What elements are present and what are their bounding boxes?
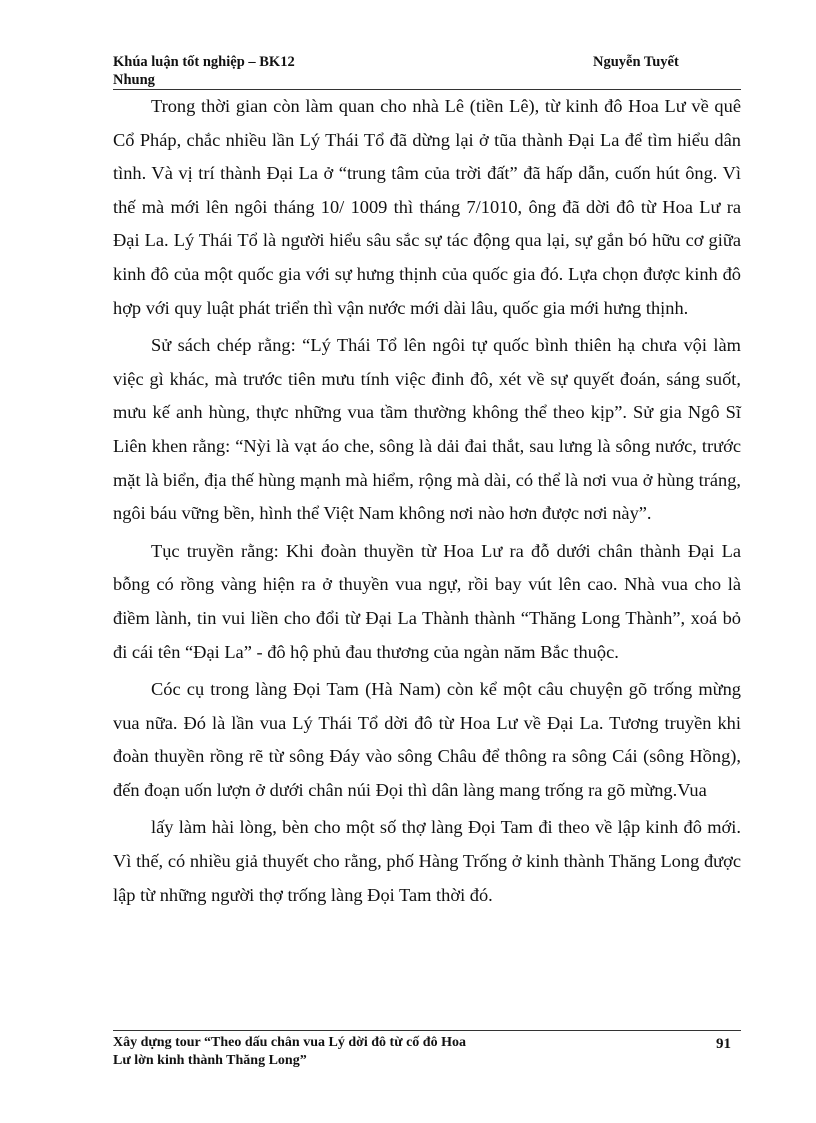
paragraph-4: Cóc cụ trong làng Đọi Tam (Hà Nam) còn kể một câu chuyện gõ trống mừng vua nữa. Đó là lần vua Lý Thái Tổ dời đô từ Hoa Lư về Đại La. Tương truyền khi đoàn thuyền rồng rẽ từ sông Đáy vào sông Châu để thông ra sông Cái (sông Hồng), đến đoạn uốn lượn ở dưới chân núi Đọi thì dân làng mang trống ra gõ mừng.Vua bbox=[113, 679, 741, 800]
paragraph-1: Trong thời gian còn làm quan cho nhà Lê (tiền Lê), từ kinh đô Hoa Lư về quê Cổ Pháp, chắc nhiều lần Lý Thái Tổ đã dừng lại ở tũa thành Đại La để tìm hiểu dân tình. Và vị trí thành Đại La ở “trung tâm của trời đất” đã hấp dẫn, cuốn hút ông. Vì thế mà mới lên ngôi tháng 10/ 1009 thì tháng 7/1010, ông đã dời đô từ Hoa Lư ra Đại La. Lý Thái Tổ là người hiểu sâu sắc sự tác động qua lại, sự gắn bó hữu cơ giữa kinh đô của một quốc gia với sự hưng thịnh của quốc gia đó. Lựa chọn được kinh đô hợp với quy luật phát triển thì vận nước mới dài lâu, quốc gia mới hưng thịnh. bbox=[113, 96, 741, 318]
paragraph-3: Tục truyền rằng: Khi đoàn thuyền từ Hoa Lư ra đỗ dưới chân thành Đại La bỗng có rồng vàng hiện ra ở thuyền vua ngự, rồi bay vút lên cao. Nhà vua cho là điềm lành, tin vui liền cho đổi từ Đại La Thành thành “Thăng Long Thành”, xoá bỏ đi cái tên “Đại La” - đô hộ phủ đau thương của ngàn năm Bắc thuộc. bbox=[113, 540, 741, 662]
header-left-text: Khúa luận tốt nghiệp – BK12 Nhung bbox=[113, 54, 295, 88]
footer-title: Xây dựng tour “Theo dấu chân vua Lý dời đô từ cố đô Hoa Lư lờn kinh thành Thăng Long” bbox=[113, 1035, 466, 1068]
paragraph-5: lấy làm hài lòng, bèn cho một số thợ làng Đọi Tam đi theo về lập kinh đô mới. Vì thế, có nhiều giả thuyết cho rằng, phố Hàng Trống ở kinh thành Thăng Long được lập từ những người thợ trống làng Đọi Tam thời đó. bbox=[113, 817, 741, 905]
paragraph-2: Sử sách chép rằng: “Lý Thái Tổ lên ngôi tự quốc bình thiên hạ chưa vội làm việc gì khác, mà trước tiên mưu tính việc đinh đô, xét về sự quyết đoán, sáng suốt, mưu kế anh hùng, thực những vua tầm thường không thể theo kịp”. Sử gia Ngô Sĩ Liên khen rằng: “Nỳi là vạt áo che, sông là dải đai thắt, sau lưng là sông nước, trước mặt là biển, địa thế hùng mạnh mà hiểm, rộng mà dài, có thể là nơi vua ở hùng tráng, ngôi báu vững bền, hình thể Việt Nam không nơi nào hơn được nơi này”. bbox=[113, 335, 741, 524]
footer-divider bbox=[113, 1030, 741, 1031]
page-number: 91 bbox=[716, 1036, 731, 1052]
header-author: Nguyễn Tuyết bbox=[593, 54, 679, 70]
document-body bbox=[113, 90, 741, 916]
